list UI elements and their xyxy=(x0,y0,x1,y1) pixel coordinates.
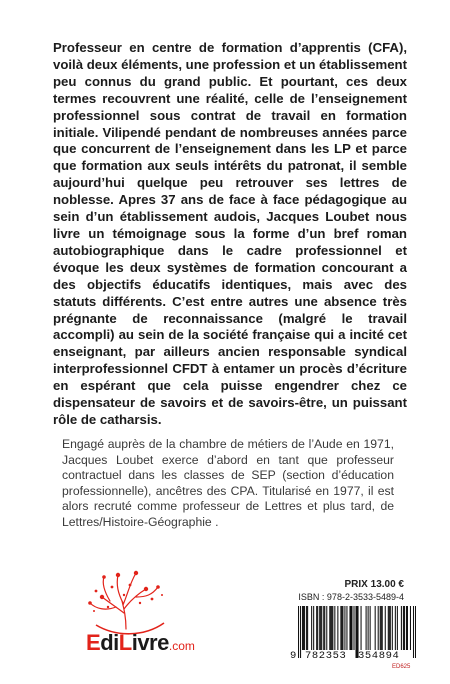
barcode-bar xyxy=(380,606,381,650)
barcode-bar xyxy=(361,606,362,650)
internal-code: ED625 xyxy=(392,664,411,670)
barcode-right-digits: 354894 xyxy=(358,650,400,662)
barcode-bar xyxy=(298,606,299,658)
barcode-bar xyxy=(404,606,405,650)
barcode-bar xyxy=(341,606,342,650)
barcode-bar xyxy=(313,606,314,650)
barcode-bar xyxy=(353,606,354,650)
barcode-bar xyxy=(397,606,398,650)
barcode-bar xyxy=(320,606,321,650)
barcode-bar xyxy=(350,606,351,650)
publisher-wordmark xyxy=(86,630,195,656)
barcode-bar xyxy=(330,606,331,650)
barcode-bar xyxy=(351,606,352,650)
barcode-bar xyxy=(334,606,335,650)
barcode-bar xyxy=(331,606,332,650)
barcode-bar xyxy=(403,606,404,650)
barcode-bar xyxy=(303,606,304,650)
barcode-bar xyxy=(329,606,330,650)
barcode-bar xyxy=(366,606,367,650)
tree-icon xyxy=(66,567,196,637)
barcode-bar xyxy=(319,606,320,650)
barcode-bar xyxy=(332,606,333,650)
publisher-logo xyxy=(66,567,196,667)
barcode-bar xyxy=(395,606,396,650)
barcode-bar xyxy=(415,606,416,658)
barcode-bar xyxy=(382,606,383,650)
barcode-bar xyxy=(385,606,386,650)
barcode-bar xyxy=(375,606,376,650)
barcode-left-digits: 782353 xyxy=(305,650,347,662)
barcode-bar xyxy=(390,606,391,650)
barcode-bar xyxy=(307,606,308,650)
barcode-bar xyxy=(321,606,322,650)
barcode-bar xyxy=(406,606,407,650)
wordmark-domain: .com xyxy=(168,639,195,653)
book-blurb: Professeur en centre de formation d’apprentis (CFA), voilà deux éléments, une profession et un établissement peu connus du grand public. Et pourtant, ces deux termes recouvrent une réalité, celle de l’enseignement professionnel sous contrat de travail en formation initiale. Vilipendé pendant de nombreuses années parce que concurrent de l’enseignement dans les LP et parce que formation aux seuls intérêts du patronat, il semble aujourd’hui quelque peu retrouver ses lettres de noblesse. Apres 37 ans de face à face pédagogique au sein d’un établissement audois, Jacques Loubet nous livre un témoignage sous la forme d’un bref roman autobiographique dans le cadre professionnel et évoque les deux systèmes de formation concourant a des objectifs éducatifs identiques, mais avec des statuts différents. C’est entre autres une absence très prégnante de reconnaissance (malgré le travail accompli) au sein de la société française qui a incité cet enseignant, par ailleurs ancien responsable syndical interprofessionnel CFDT à entamer un procès d’écriture en espérant que cela puisse engendrer chez ce dispensateur de savoirs et de savoirs-être, un puissant rôle de catharsis. xyxy=(53,40,407,427)
barcode-bar xyxy=(381,606,382,650)
barcode-bar xyxy=(340,606,341,650)
barcode-bar xyxy=(302,606,303,650)
barcode-bar xyxy=(392,606,393,650)
wordmark-di: di xyxy=(100,630,119,655)
barcode-bar xyxy=(388,606,389,650)
barcode-bar xyxy=(326,606,327,650)
barcode-bar xyxy=(370,606,371,650)
isbn-label: ISBN : 978-2-3533-5489-4 xyxy=(298,592,404,602)
barcode-bar xyxy=(346,606,347,650)
barcode-bar xyxy=(300,606,301,658)
barcode-bar xyxy=(389,606,390,650)
barcode-lead-digit: 9 xyxy=(290,650,297,662)
barcode-bar xyxy=(316,606,317,650)
wordmark-e: E xyxy=(86,630,101,655)
barcode-bar xyxy=(344,606,345,650)
author-bio: Engagé auprès de la chambre de métiers de l’Aude en 1971, Jacques Loubet exerce d’abord en tant que professeur contractuel dans les classes de SEP (section d’éducation professionnelle), ancêtres des CPA. Titularisé en 1977, il est alors recruté comme professeur de Lettres et plus tard, de Lettres/Histoire-Géographie . xyxy=(62,437,394,529)
barcode-bar xyxy=(355,606,356,658)
barcode-bar xyxy=(410,606,411,650)
barcode-bar xyxy=(311,606,312,650)
wordmark-l: L xyxy=(118,630,132,655)
price-label: PRIX 13.00 € xyxy=(344,579,404,590)
barcode-bar xyxy=(324,606,325,650)
barcode-bar xyxy=(413,606,414,658)
barcode-bar xyxy=(342,606,343,650)
barcode-bar xyxy=(378,606,379,650)
barcode-bar xyxy=(323,606,324,650)
barcode-bar xyxy=(317,606,318,650)
barcode-bar xyxy=(337,606,338,650)
barcode-bar xyxy=(407,606,408,650)
barcode-bar xyxy=(306,606,307,650)
barcode-bar xyxy=(304,606,305,650)
barcode-bar xyxy=(401,606,402,650)
wordmark-ivre: ivre xyxy=(131,630,169,655)
barcode-bar xyxy=(368,606,369,650)
barcode-bar xyxy=(349,606,350,650)
